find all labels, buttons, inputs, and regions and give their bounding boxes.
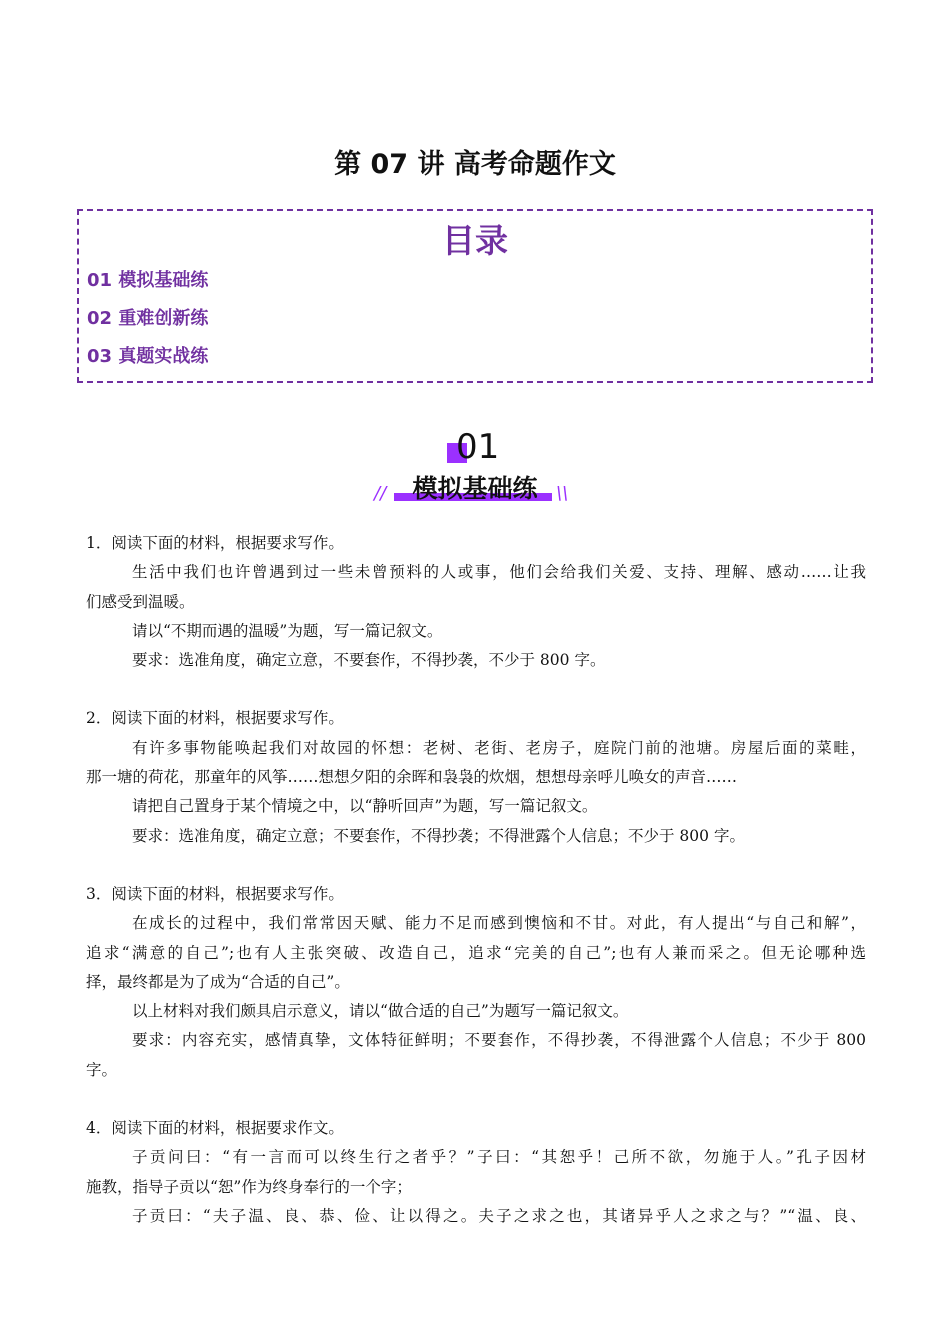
text-line: 施教，指导子贡以“恕”作为终身奉行的一个字；	[86, 1177, 412, 1196]
questions-body	[86, 529, 866, 1260]
question	[86, 1114, 866, 1231]
slash-decoration-icon: //	[374, 483, 387, 504]
text-line: 们感受到温暖。	[86, 592, 195, 611]
text-line: 2．阅读下面的材料，根据要求写作。	[86, 709, 344, 728]
text-line: 追求“满意的自己”;也有人主张突破、改造自己，追求“完美的自己”;也有人兼而采之。但无论哪种选	[86, 943, 866, 962]
table-of-contents	[77, 209, 873, 383]
text-line: 有许多事物能唤起我们对故园的怀想：老树、老街、老房子，庭院门前的池塘。房屋后面的菜畦，	[132, 738, 866, 757]
text-line: 字。	[86, 1060, 118, 1079]
text-line: 那一塘的荷花，那童年的风筝……想想夕阳的余晖和袅袅的炊烟，想想母亲呼儿唤女的声音……	[86, 768, 738, 787]
section-number: 01	[456, 427, 500, 467]
page-title: 第 07 讲 高考命题作文	[334, 149, 616, 180]
text-line: 要求：内容充实，感情真挚，文体特征鲜明；不要套作，不得抄袭，不得泄露个人信息；不少于 800	[132, 1031, 866, 1050]
question	[86, 880, 866, 1085]
slash-decoration-icon: \\	[556, 483, 569, 504]
section-label: 模拟基础练	[412, 474, 538, 503]
text-line: 子贡曰：“夫子温、良、恭、俭、让以得之。夫子之求之也，其诸异乎人之求之与？”“温、良、	[132, 1206, 866, 1225]
text-line: 请以“不期而遇的温暖”为题，写一篇记叙文。	[132, 621, 443, 640]
question	[86, 529, 866, 675]
text-line: 要求：选准角度，确定立意，不要套作，不得抄袭，不少于 800 字。	[132, 651, 606, 670]
toc-item[interactable]: 03 真题实战练	[87, 346, 209, 367]
text-line: 3．阅读下面的材料，根据要求写作。	[86, 884, 344, 903]
text-line: 1．阅读下面的材料，根据要求写作。	[86, 534, 344, 552]
text-line: 在成长的过程中，我们常常因天赋、能力不足而感到懊恼和不甘。对此，有人提出“与自己和解”，	[132, 914, 866, 933]
text-line: 以上材料对我们颇具启示意义，请以“做合适的自己”为题写一篇记叙文。	[132, 1002, 629, 1021]
text-line: 择，最终都是为了成为“合适的自己”。	[86, 972, 350, 991]
text-line: 子贡问曰：“有一言而可以终生行之者乎？”子曰：“其恕乎！己所不欲，勿施于人。”孔子因材	[132, 1148, 866, 1167]
text-line: 4．阅读下面的材料，根据要求作文。	[86, 1119, 344, 1138]
text-line: 生活中我们也许曾遇到过一些未曾预料的人或事，他们会给我们关爱、支持、理解、感动……让我	[132, 563, 866, 582]
text-line: 请把自己置身于某个情境之中，以“静听回声”为题，写一篇记叙文。	[132, 797, 598, 816]
toc-item[interactable]: 01 模拟基础练	[87, 270, 209, 291]
question	[86, 704, 866, 850]
toc-item[interactable]: 02 重难创新练	[87, 308, 209, 329]
section-header	[370, 425, 580, 510]
toc-heading: 目录	[442, 221, 508, 260]
text-line: 要求：选准角度，确定立意；不要套作，不得抄袭；不得泄露个人信息；不少于 800 字。	[132, 826, 745, 845]
